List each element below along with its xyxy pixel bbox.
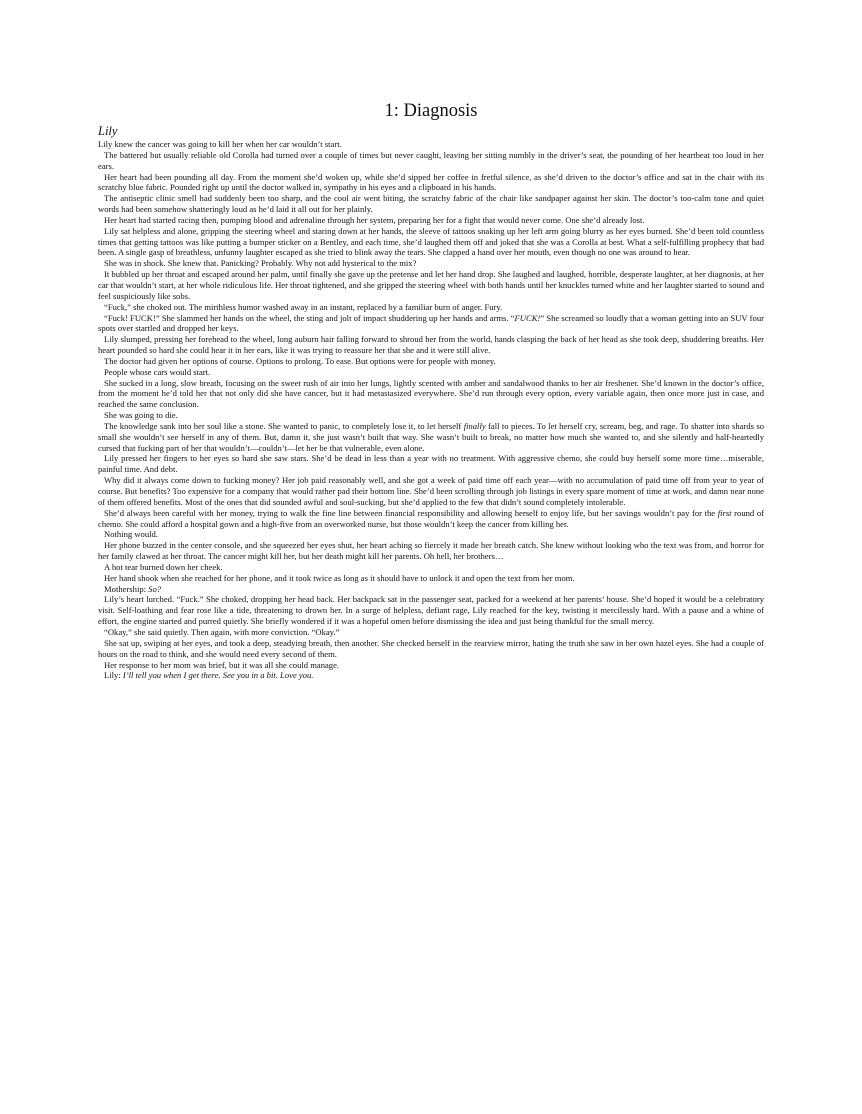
paragraph xyxy=(98,453,764,475)
text-run: Lily sat helpless and alone, gripping the steering wheel and staring down at her hands, the sleeve of tattoos snaking up her left arm going blurry as her eyes burned. She’d been told countless times that getting tattoos was like putting a bumper sticker on a Bentley, and each time, she’d laughed them off and joked that she was a Corolla at best. What a self-fulfilling prophecy that had been. A single gasp of breathless, unfunny laughter escaped as she tried to blink away the tears. She clapped a hand over her mouth, even though no one was around to hear. xyxy=(98,225,764,258)
text-run: Nothing would. xyxy=(104,529,158,540)
paragraph xyxy=(98,356,764,367)
paragraph xyxy=(98,670,764,681)
text-run: It bubbled up her throat and escaped around her palm, until finally she gave up the pretense and let her hand drop. She laughed and laughed, horrible, desperate laughter, at her diagnosis, at her car that wouldn’t start, at her whole ridiculous life. Her throat tightened, and she gripped the steering wheel with both hands until her knuckles turned white and her laughter started to sound and feel suspiciously like sobs. xyxy=(98,269,764,301)
paragraph xyxy=(98,638,764,660)
text-run: People whose cars would start. xyxy=(104,366,211,377)
text-run: She was going to die. xyxy=(104,410,178,421)
paragraph xyxy=(98,573,764,584)
text-run: “Fuck,” she choked out. The mirthless humor washed away in an instant, replaced by a familiar burn of anger. Fury. xyxy=(104,301,503,312)
paragraph xyxy=(98,139,764,150)
paragraph xyxy=(98,215,764,226)
paragraph xyxy=(98,313,764,335)
paragraph xyxy=(98,226,764,259)
text-run: Lily knew the cancer was going to kill her when her car wouldn’t start. xyxy=(98,139,342,149)
text-run: Lily pressed her fingers to her eyes so hard she saw stars. She’d be dead in less than a year with no treatment. With aggressive chemo, she could buy herself some more time…miserable, painful time. And debt. xyxy=(98,453,764,475)
text-run: Her hand shook when she reached for her phone, and it took twice as long as it should have to unlock it and open the text from her mom. xyxy=(104,572,575,583)
chapter-body xyxy=(98,139,764,681)
text-run: Lily’s heart lurched. “Fuck.” She choked, dropping her head back. Her backpack sat in the passenger seat, packed for a weekend at her parents’ house. She’d hoped it would be a celebratory visit. Self-loathing and fear rose like a tide, threatening to drown her. In a surge of helpless, defiant rage, Lily reached for the key, twisting it mercilessly hard. With a pause and a whine of effort, the engine started and purred quietly. She briefly wondered if it was a hopeful omen before dismissing the idea and just being thankful for the small mercy. xyxy=(98,594,764,627)
paragraph xyxy=(98,334,764,356)
text-run: round of chemo. She could afford a hospital gown and a high-five from an overworked nurse, but those wouldn’t keep the cancer from killing her. xyxy=(98,507,764,529)
text-run: fall to pieces. To let herself cry, scream, beg, and rage. To shatter into shards so small she wouldn’t see herself in any of them. But, damn it, she just wasn’t built that way. She wasn’t built to break, no matter how much she wanted to, and she silently and half-heartedly cursed that fucking part of her that wouldn’t—couldn’t—let her be that vulnerable, even alone. xyxy=(98,420,764,453)
italic-text: I’ll tell you when I get there. See you in a bit. Love you. xyxy=(122,670,314,681)
paragraph xyxy=(98,150,764,172)
paragraph xyxy=(98,302,764,313)
italic-text: So? xyxy=(148,583,162,594)
paragraph xyxy=(98,562,764,573)
pov-character-name: Lily xyxy=(98,124,118,138)
text-run: The knowledge sank into her soul like a stone. She wanted to panic, to completely lose it, to let herself xyxy=(104,420,464,431)
paragraph xyxy=(98,660,764,671)
text-run: Lily slumped, pressing her forehead to the wheel, long auburn hair falling forward to shroud her from the world, hands clasping the back of her head as she took deep, shuddering breaths. Her heart pounded so hard she could hear it in her ears, like it was trying to reassure her that she and it were still alive. xyxy=(98,334,764,356)
paragraph xyxy=(98,475,764,508)
paragraph xyxy=(98,529,764,540)
text-run: Her heart had been pounding all day. From the moment she’d woken up, while she’d sipped her coffee in fretful silence, as she’d driven to the doctor’s office and sat in the chair with its scratchy blue fabric. Pounded right up until the doctor walked in, sympathy in his eyes and a clipboard in his hands. xyxy=(98,171,764,193)
text-run: She was in shock. She knew that. Panicking? Probably. Why not add hysterical to the mix? xyxy=(104,258,417,269)
text-run: Lily: xyxy=(104,670,123,681)
paragraph xyxy=(98,258,764,269)
text-run: She sat up, swiping at her eyes, and took a deep, steadying breath, then another. She checked herself in the rearview mirror, hating the truth she saw in her own hazel eyes. She had a couple of hours on the road to think, and she would need every second of them. xyxy=(98,637,764,659)
text-run: Her response to her mom was brief, but it was all she could manage. xyxy=(104,659,340,670)
italic-text: first xyxy=(717,507,732,518)
text-run: Her heart had started racing then, pumping blood and adrenaline through her system, preparing her for a fight that would never come. One she’d already lost. xyxy=(104,214,645,225)
text-run: The doctor had given her options of course. Options to prolong. To ease. But options were for people with money. xyxy=(104,355,496,366)
text-run: ” She screamed so loudly that a woman getting into an SUV four spots over startled and dropped her keys. xyxy=(98,312,764,334)
text-run: The antiseptic clinic smell had suddenly been too sharp, and the cool air went biting, the scratchy fabric of the chair like sandpaper against her skin. The doctor’s too-calm tone and quiet words had been somehow shatteringly loud as he’d laid it all out for her plainly. xyxy=(98,193,764,215)
text-run: Why did it always come down to fucking money? Her job paid reasonably well, and she got a week of paid time off each year—with no accumulation of paid time off from year to year of course. But benefits? Too expensive for a company that would rather pad their bottom line. She’d been scrolling through job listings in every spare moment of time at work, and damn near none of them offered benefits. Most of the ones that did sounded awful and soul-sucking, but she’d applied to the few that didn’t sound completely intolerable. xyxy=(98,475,764,507)
paragraph xyxy=(98,508,764,530)
paragraph xyxy=(98,378,764,411)
paragraph xyxy=(98,421,764,454)
paragraph xyxy=(98,193,764,215)
text-run: She sucked in a long, slow breath, focusing on the sweet rush of air into her lungs, lightly scented with amber and sandalwood thanks to her air freshener. She’d known in the doctor’s office, from the moment he’d told her that not only did she have cancer, but it had metastasized everywhere. She’d run through every option, every variable again, then once more just in case, and reached the same conclusion. xyxy=(98,377,764,410)
text-run: She’d always been careful with her money, trying to walk the fine line between financial responsibility and allowing herself to enjoy life, but her savings wouldn’t pay for the xyxy=(104,507,718,518)
paragraph xyxy=(98,269,764,302)
text-run: A hot tear burned down her cheek. xyxy=(104,561,223,572)
text-run: Her phone buzzed in the center console, and she squeezed her eyes shut, her heart aching so fiercely it made her breath catch. She knew without looking who the text was from, and horror for her family clawed at her throat. The cancer might kill her, but her death might kill her parents. Oh hell, her brothers… xyxy=(98,540,764,562)
paragraph xyxy=(98,584,764,595)
text-run: “Fuck! FUCK!” She slammed her hands on the wheel, the sting and jolt of impact shuddering up her hands and arms. “ xyxy=(104,312,515,323)
paragraph xyxy=(98,540,764,562)
italic-text: FUCK! xyxy=(514,312,541,323)
text-run: The battered but usually reliable old Corolla had turned over a couple of times but never caught, leaving her sitting numbly in the driver’s seat, the pounding of her heartbeat too loud in her ears. xyxy=(98,149,764,171)
paragraph xyxy=(98,627,764,638)
paragraph xyxy=(98,410,764,421)
paragraph xyxy=(98,172,764,194)
chapter-title: 1: Diagnosis xyxy=(384,101,478,121)
paragraph xyxy=(98,594,764,627)
paragraph xyxy=(98,367,764,378)
document-page xyxy=(98,100,764,681)
text-run: Mothership: xyxy=(104,583,149,594)
text-run: “Okay,” she said quietly. Then again, with more conviction. “Okay.” xyxy=(104,626,340,637)
italic-text: finally xyxy=(463,420,486,431)
